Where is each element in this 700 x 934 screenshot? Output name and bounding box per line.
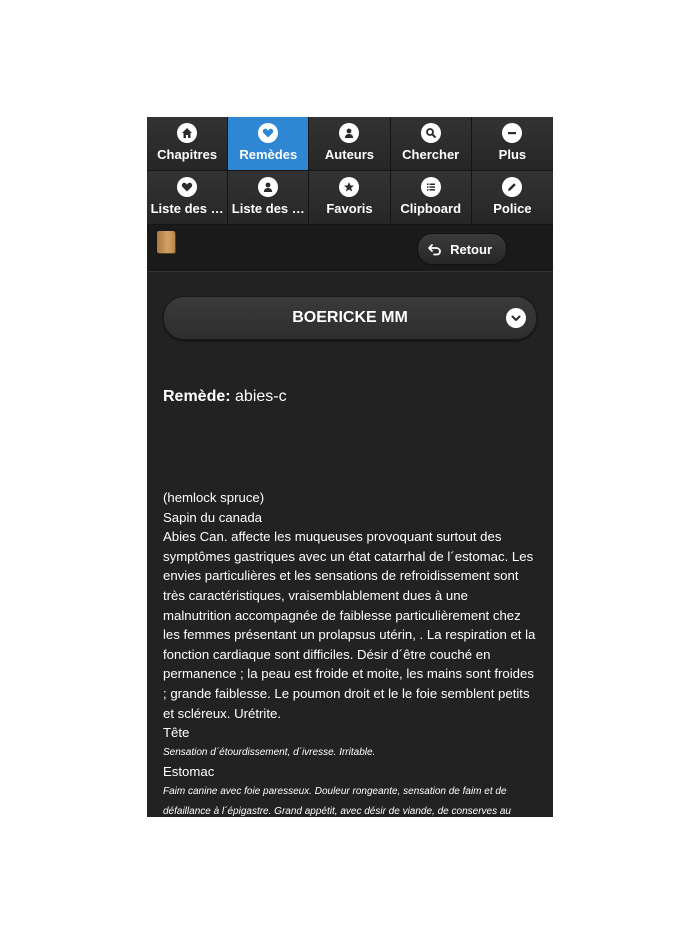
tab-label: Liste des … (231, 201, 305, 216)
tab-police[interactable] (472, 171, 553, 225)
minus-icon (502, 123, 522, 143)
undo-icon (428, 242, 442, 256)
section-text: Sensation d´étourdissement, d´ivresse. Irritable. (163, 746, 376, 758)
heart-icon (177, 177, 197, 197)
tab-label: Liste des … (150, 201, 224, 216)
tab-label: Remèdes (239, 147, 298, 162)
section-heading: Tête (163, 725, 190, 741)
tab-label: Plus (498, 147, 527, 162)
tab-label: Police (493, 201, 532, 216)
description: Abies Can. affecte les muqueuses provoquant surtout des symptômes gastriques avec un état catarrhal de l´estomac. Les envies particulières et les sensations de refroidissement sont très caractéristiques, vraisemblablement dues à une malnutrition accompagnée de faiblesse particulièrement chez les femmes présentant un prolapsus utérin, . La respiration et la fonction cardiaque sont difficiles. Désir d´être couché en permanence ; la peau est froide et moite, les mains sont froides ; grande faiblesse. Le poumon droit et le le foie semblent petits et scléreux. Urétrite. (163, 529, 536, 721)
tab-label: Chercher (402, 147, 460, 162)
chevron-down-icon (506, 308, 526, 328)
toolbar (147, 225, 553, 272)
user-icon (258, 177, 278, 197)
remedy-line (163, 388, 537, 406)
selected-book: BOERICKE MM (292, 309, 408, 326)
pencil-icon (502, 177, 522, 197)
tab-liste-auteurs[interactable] (228, 171, 309, 225)
book-selector[interactable] (163, 296, 537, 340)
app-window (147, 117, 553, 837)
tab-label: Auteurs (324, 147, 375, 162)
remedy-label: Remède: (163, 388, 231, 405)
tab-plus[interactable] (472, 117, 553, 171)
list-icon (421, 177, 441, 197)
tab-auteurs[interactable] (309, 117, 390, 171)
tab-favoris[interactable] (309, 171, 390, 225)
tab-remedes[interactable] (228, 117, 309, 171)
tab-label: Chapitres (157, 147, 218, 162)
content (147, 272, 553, 841)
tab-clipboard[interactable] (391, 171, 472, 225)
star-icon (339, 177, 359, 197)
home-icon (177, 123, 197, 143)
tab-label: Favoris (326, 201, 373, 216)
tab-liste-remedes[interactable] (147, 171, 228, 225)
user-icon (339, 123, 359, 143)
search-icon (421, 123, 441, 143)
heart-icon (258, 123, 278, 143)
tab-chapitres[interactable] (147, 117, 228, 171)
back-label: Retour (450, 241, 492, 257)
remedy-value: abies-c (235, 388, 287, 405)
nav-bar (147, 117, 553, 225)
back-button[interactable] (417, 233, 507, 265)
book-icon[interactable] (157, 231, 175, 253)
section-text: Faim canine avec foie paresseux. Douleur rongeante, sensation de faim et de défaillance à l´épigastre. Grand appétit, avec désir de viande, de conserves au vinaigre, de radis, de navets, d´artichauts et de nourriture peu raffinée. Tendance à (163, 785, 530, 837)
tab-label: Clipboard (400, 201, 462, 216)
common-name: (hemlock spruce) (163, 490, 265, 505)
tab-chercher[interactable] (391, 117, 472, 171)
french-name: Sapin du canada (163, 509, 262, 525)
remedy-text (163, 488, 537, 841)
section-heading: Estomac (163, 764, 215, 780)
